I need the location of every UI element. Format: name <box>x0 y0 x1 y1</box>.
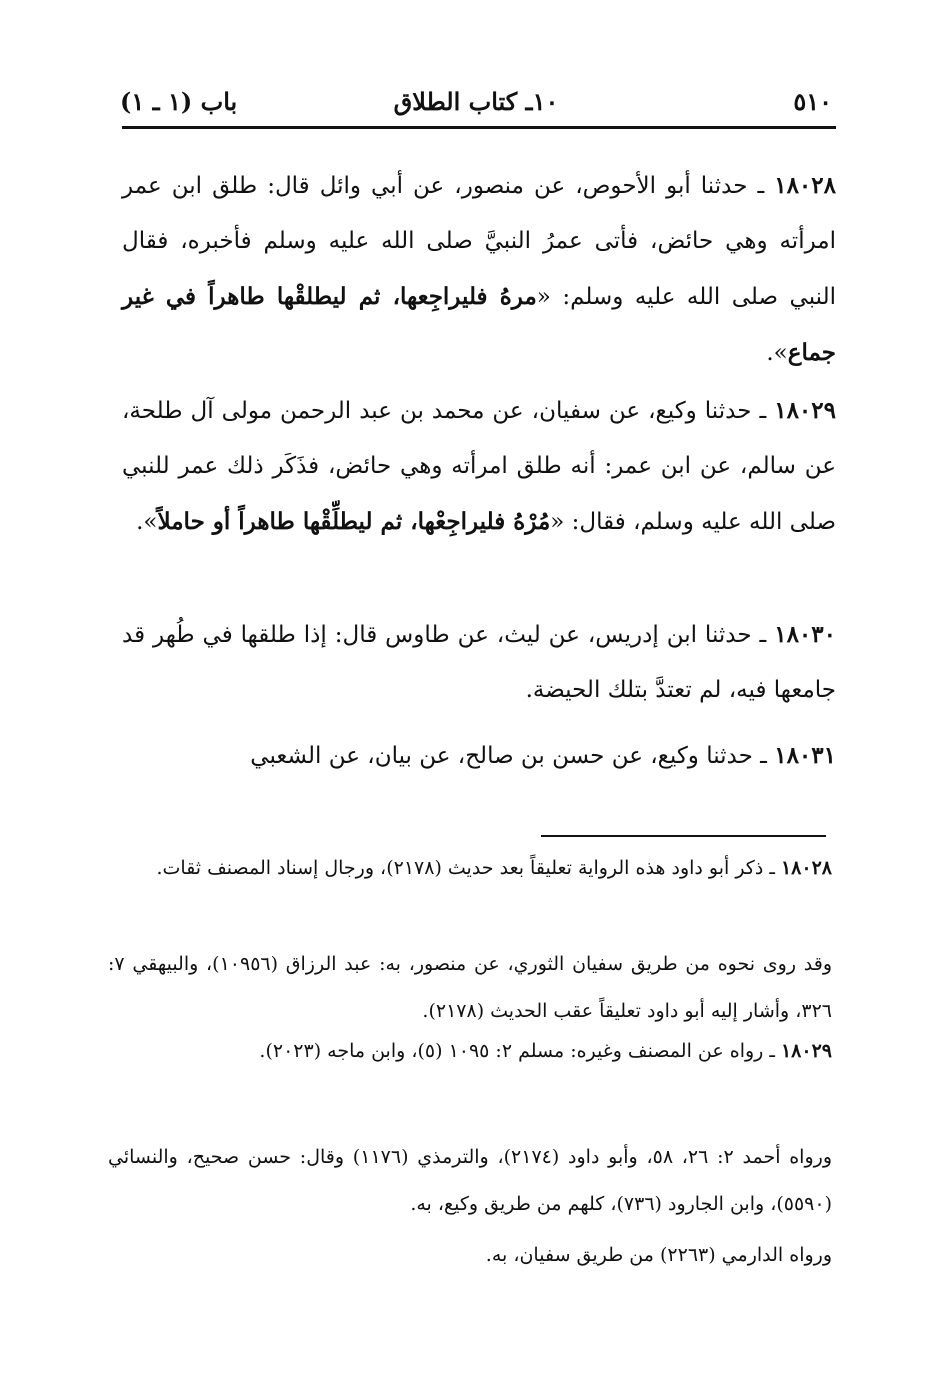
chapter-label: باب (١ ـ ١) <box>120 87 238 116</box>
footnote <box>108 1134 832 1228</box>
hadith-number: ١٨٠٢٩ <box>774 397 836 424</box>
hadith-text: ـ حدثنا أبو الأحوص، عن منصور، عن أبي وائل قال: طلق ابن عمر امرأته وهي حائض، فأتى عمرُ النبيَّ صلى الله عليه وسلم فأخبره، فقال النبي صلى الله عليه وسلم: « <box>122 173 836 310</box>
hadith-quote: مرهُ فليراجِعها، ثم ليطلقْها طاهراً في غير جماع <box>122 283 836 366</box>
hadith-text: ـ حدثنا وكيع، عن سفيان، عن محمد بن عبد الرحمن مولى آل طلحة، عن سالم، عن ابن عمر: أنه طلق امرأته وهي حائض، فذَكَر ذلك عمر للنبي صلى الله عليه وسلم، فقال: « <box>122 398 836 535</box>
hadith-number: ١٨٠٣٠ <box>774 621 836 648</box>
footnote-number: ١٨٠٢٨ <box>780 857 832 879</box>
hadith-quote: مُرْهُ فليراجِعْها، ثم ليطلِّقْها طاهراً أو حاملاً <box>157 508 551 535</box>
hadith-paragraph <box>122 158 836 381</box>
footnote-separator <box>541 835 826 837</box>
hadith-number: ١٨٠٣١ <box>774 742 836 769</box>
header-rule <box>122 126 836 129</box>
footnote <box>108 1232 832 1279</box>
hadith-text: ـ حدثنا وكيع، عن حسن بن صالح، عن بيان، عن الشعبي <box>250 743 775 769</box>
footnote-number: ١٨٠٢٩ <box>780 1040 832 1062</box>
footnote-text: وقد روى نحوه من طريق سفيان الثوري، عن منصور، به: عبد الرزاق (١٠٩٥٦)، والبيهقي ٧: ٣٢٦، وأشار إليه أبو داود تعليقاً عقب الحديث (٢١٧٨). <box>108 953 832 1022</box>
book-title: ١٠ـ كتاب الطلاق <box>393 87 559 116</box>
footnote <box>108 1028 832 1075</box>
page-number: ٥١٠ <box>793 87 832 116</box>
hadith-paragraph <box>122 728 836 784</box>
hadith-text-end: ». <box>136 509 158 535</box>
hadith-text-end: ». <box>766 340 788 366</box>
hadith-paragraph <box>122 607 836 718</box>
footnote <box>108 845 832 892</box>
running-header <box>120 85 832 125</box>
footnote-text: ورواه أحمد ٢: ٢٦، ٥٨، وأبو داود (٢١٧٤)، والترمذي (١١٧٦) وقال: حسن صحيح، والنسائي (٥٥٩٠)، وابن الجارود (٧٣٦)، كلهم من طريق وكيع، به. <box>108 1146 832 1215</box>
footnote <box>108 941 832 1035</box>
hadith-paragraph <box>122 383 836 550</box>
footnote-text: ـ ذكر أبو داود هذه الرواية تعليقاً بعد حديث (٢١٧٨)، ورجال إسناد المصنف ثقات. <box>156 857 781 879</box>
hadith-number: ١٨٠٢٨ <box>774 172 836 199</box>
hadith-text: ـ حدثنا ابن إدريس، عن ليث، عن طاوس قال: إذا طلقها في طُهر قد جامعها فيه، لم تعتدَّ بتلك الحيضة. <box>122 622 836 703</box>
footnote-text: ـ رواه عن المصنف وغيره: مسلم ٢: ١٠٩٥ (٥)، وابن ماجه (٢٠٢٣). <box>259 1040 781 1062</box>
footnote-text: ورواه الدارمي (٢٢٦٣) من طريق سفيان، به. <box>485 1244 832 1266</box>
